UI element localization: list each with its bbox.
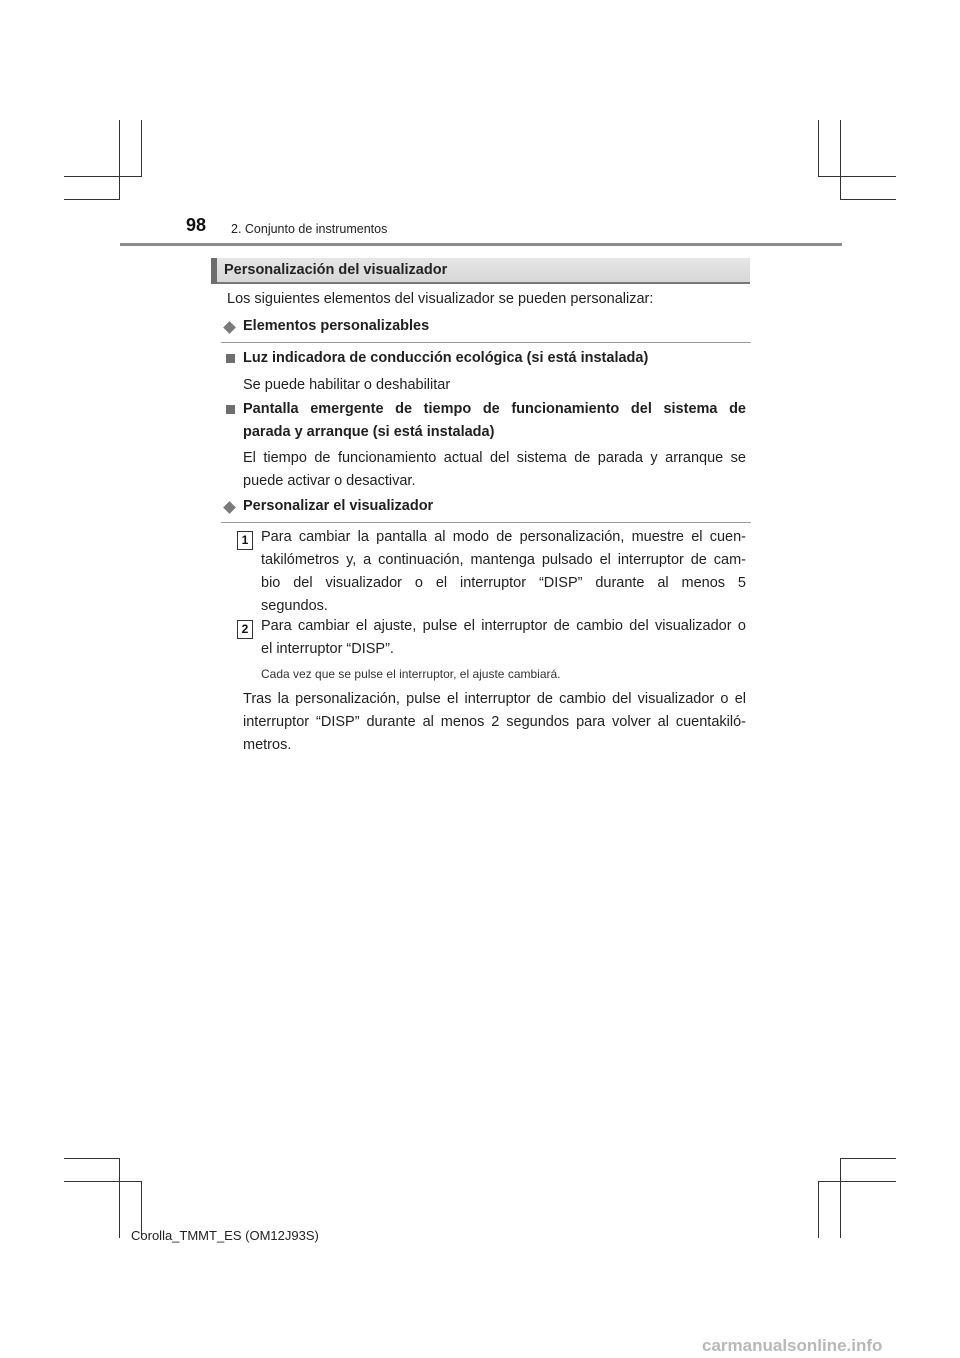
crop-mark bbox=[119, 1158, 120, 1238]
item-description bbox=[243, 447, 746, 493]
crop-mark bbox=[818, 1181, 896, 1182]
crop-mark bbox=[840, 1158, 841, 1238]
section-heading-bar bbox=[211, 258, 217, 284]
item-description: Se puede habilitar o deshabilitar bbox=[243, 377, 451, 393]
watermark: carmanualsonline.info bbox=[702, 1336, 883, 1355]
subheading-personalize-text: Personalizar el visualizador bbox=[243, 498, 434, 514]
step-text-line: el interruptor “DISP”. bbox=[261, 641, 394, 657]
closing-line: interruptor “DISP” durante al menos 2 segundos para volver al cuentakiló- bbox=[243, 714, 746, 730]
document-id: Corolla_TMMT_ES (OM12J93S) bbox=[131, 1228, 319, 1243]
step-text-line: Para cambiar la pantalla al modo de personalización, muestre el cuen- bbox=[261, 529, 746, 545]
step-text bbox=[261, 615, 746, 661]
step-number-badge: 1 bbox=[237, 531, 253, 550]
subheading-personalize bbox=[221, 498, 751, 523]
crop-mark bbox=[818, 176, 896, 177]
header-rule bbox=[120, 243, 842, 246]
crop-mark bbox=[119, 120, 120, 200]
item-title-line: parada y arranque (si está instalada) bbox=[243, 424, 495, 440]
item-description-line: El tiempo de funcionamiento actual del sistema de parada y arranque se bbox=[243, 450, 746, 466]
crop-mark bbox=[840, 1158, 896, 1159]
subheading-customizable bbox=[221, 318, 751, 343]
step-text-line: takilómetros y, a continuación, mantenga pulsado el interruptor de cam- bbox=[261, 552, 746, 568]
step-text-line: bio del visualizador o el interruptor “DISP” durante al menos 5 bbox=[261, 575, 746, 591]
step-text-line: segundos. bbox=[261, 598, 328, 614]
step-text-line: Para cambiar el ajuste, pulse el interruptor de cambio del visualizador o bbox=[261, 618, 746, 634]
step-note: Cada vez que se pulse el interruptor, el ajuste cambiará. bbox=[261, 667, 561, 681]
section-title: Personalización del visualizador bbox=[224, 262, 448, 278]
section-intro: Los siguientes elementos del visualizador se pueden personalizar: bbox=[227, 291, 654, 307]
crop-mark bbox=[64, 199, 120, 200]
closing-line: Tras la personalización, pulse el interruptor de cambio del visualizador o el bbox=[243, 691, 746, 707]
subheading-customizable-text: Elementos personalizables bbox=[243, 318, 430, 334]
diamond-bullet-icon bbox=[223, 501, 236, 514]
step-number-badge: 2 bbox=[237, 620, 253, 639]
page-number: 98 bbox=[186, 215, 207, 235]
item-description-line: puede activar o desactivar. bbox=[243, 473, 416, 489]
chapter-title: 2. Conjunto de instrumentos bbox=[231, 222, 388, 236]
closing-paragraph bbox=[243, 688, 746, 757]
square-bullet-icon bbox=[226, 354, 235, 363]
crop-mark bbox=[64, 176, 142, 177]
item-title-line: Pantalla emergente de tiempo de funcionamiento del sistema de bbox=[243, 401, 746, 417]
crop-mark bbox=[840, 120, 841, 200]
crop-mark bbox=[64, 1158, 120, 1159]
diamond-bullet-icon bbox=[223, 321, 236, 334]
crop-mark bbox=[818, 120, 819, 176]
crop-mark bbox=[840, 199, 896, 200]
crop-mark bbox=[141, 120, 142, 176]
step-text bbox=[261, 526, 746, 618]
crop-mark bbox=[818, 1181, 819, 1238]
section-heading bbox=[211, 258, 750, 284]
closing-line: metros. bbox=[243, 737, 292, 753]
crop-mark bbox=[64, 1181, 142, 1182]
item-title: Luz indicadora de conducción ecológica (si está instalada) bbox=[243, 350, 649, 366]
item-title bbox=[243, 398, 746, 444]
square-bullet-icon bbox=[226, 405, 235, 414]
